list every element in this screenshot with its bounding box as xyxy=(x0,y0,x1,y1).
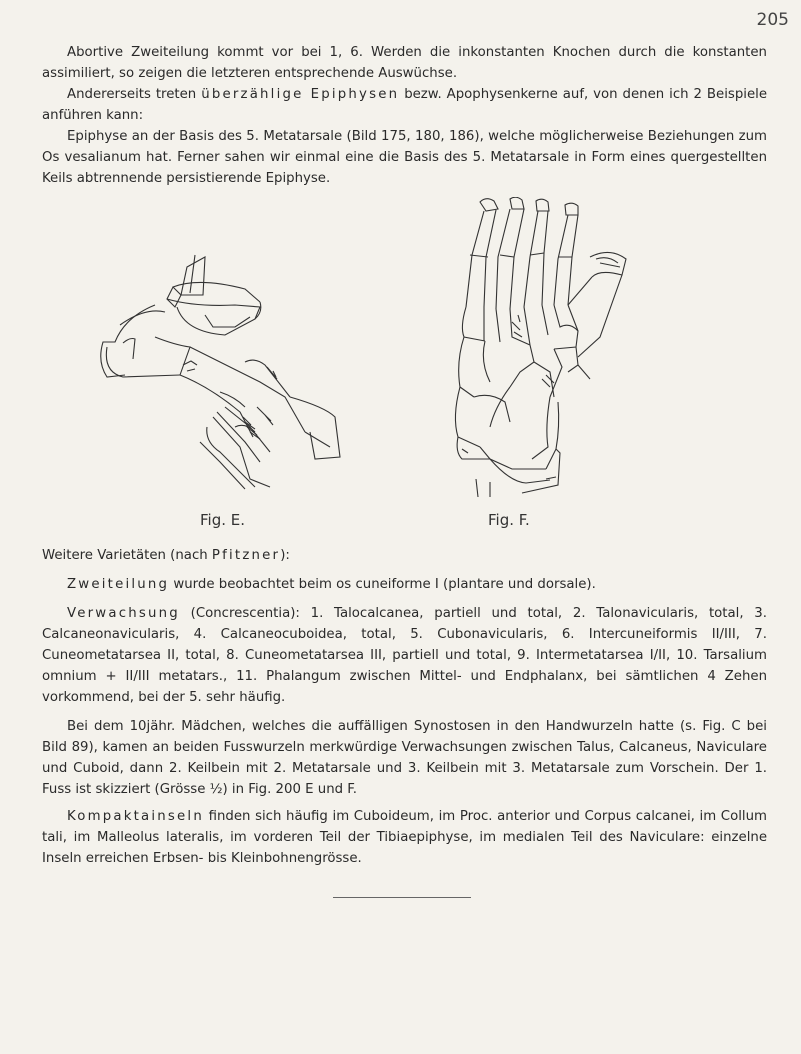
zweiteilung-text: wurde beobachtet beim os cuneiforme I (plantare und dorsale). xyxy=(169,577,596,592)
paragraph-abortive: Abortive Zweiteilung kommt vor bei 1, 6. Werden die inkonstanten Knochen durch die konstanten assimiliert, so zeigen die letzteren entsprechende Auswüchse. xyxy=(42,45,767,81)
footnote-rule xyxy=(333,897,471,898)
term-ueberzaehlige-epiphysen: überzählige Epiphysen xyxy=(201,87,400,102)
figure-e-caption: Fig. E. xyxy=(200,511,246,529)
paragraph-verwachsung xyxy=(42,603,767,708)
paragraph-kompaktainseln xyxy=(42,806,767,869)
top-text xyxy=(42,42,767,189)
author-pfitzner: Pfitzner xyxy=(211,548,281,563)
varietaeten-prefix: Weitere Varietäten (nach xyxy=(42,548,212,563)
page-number: 205 xyxy=(756,10,789,30)
paragraph-zweiteilung xyxy=(42,574,767,595)
paragraph-epiphysen-lead: Andererseits treten xyxy=(67,87,197,102)
paragraph-epiphysen xyxy=(42,84,767,126)
figure-f-caption: Fig. F. xyxy=(488,511,530,529)
term-kompaktainseln: Kompaktainseln xyxy=(67,809,204,824)
term-verwachsung: Verwachsung xyxy=(67,606,180,621)
kompaktainseln-text: finden sich häufig im Cuboideum, im Proc. anterior und Corpus calcanei, im Collum tali, im Malleolus lateralis, im vorderen Teil der Tibiaepiphyse, im medialen Teil des Naviculare: einzelne Inseln erreichen Erbsen- bis Kleinbohnengrösse. xyxy=(42,809,767,866)
verwachsung-text: (Concrescentia): 1. Talocalcanea, partiell und total, 2. Talonavicularis, total, 3. Calcaneonavicularis, 4. Calcaneocuboidea, total, 5. Cubonavicularis, 6. Intercuneiformis II/III, 7. Cuneometatarsea II, total, 8. Cuneometatarsea III, partiell und total, 9. Intermetatarsea I/II, 10. Tarsalium omnium + II/III metatars., 11. Phalangum zwischen Mittel- und Endphalanx, bei sämtlichen 4 Zehen vorkommend, bei der 5. sehr häufig. xyxy=(42,606,767,705)
figures-area xyxy=(0,197,801,532)
paragraph-metatarsale: Epiphyse an der Basis des 5. Metatarsale (Bild 175, 180, 186), welche möglicherweise Beziehungen zum Os vesalianum hat. Ferner sahen wir einmal eine die Basis des 5. Metatarsale in Form eines quergestellten Keils abtrennende persistierende Epiphyse. xyxy=(42,129,767,186)
paragraph-epiphysen-rest: bezw. Apophysenkerne auf, von denen ich 2 Beispiele anführen kann: xyxy=(42,87,768,123)
figure-f-drawing xyxy=(450,197,650,507)
paragraph-varietaeten xyxy=(42,545,767,566)
figure-e-drawing xyxy=(95,247,345,497)
varietaeten-suffix: ): xyxy=(280,548,290,563)
paragraph-maedchen: Bei dem 10jähr. Mädchen, welches die auffälligen Synostosen in den Handwurzeln hatte (s. Fig. C bei Bild 89), kamen an beiden Fusswurzeln merkwürdige Verwachsungen zwischen Talus, Calcaneus, Naviculare und Cuboid, dann 2. Keilbein mit 2. Metatarsale und 3. Keilbein mit 3. Metatarsale zum Vorschein. Der 1. Fuss ist skizziert (Grösse ½) in Fig. 200 E und F. xyxy=(42,719,767,797)
bottom-text xyxy=(42,545,767,869)
term-zweiteilung: Zweiteilung xyxy=(67,577,170,592)
